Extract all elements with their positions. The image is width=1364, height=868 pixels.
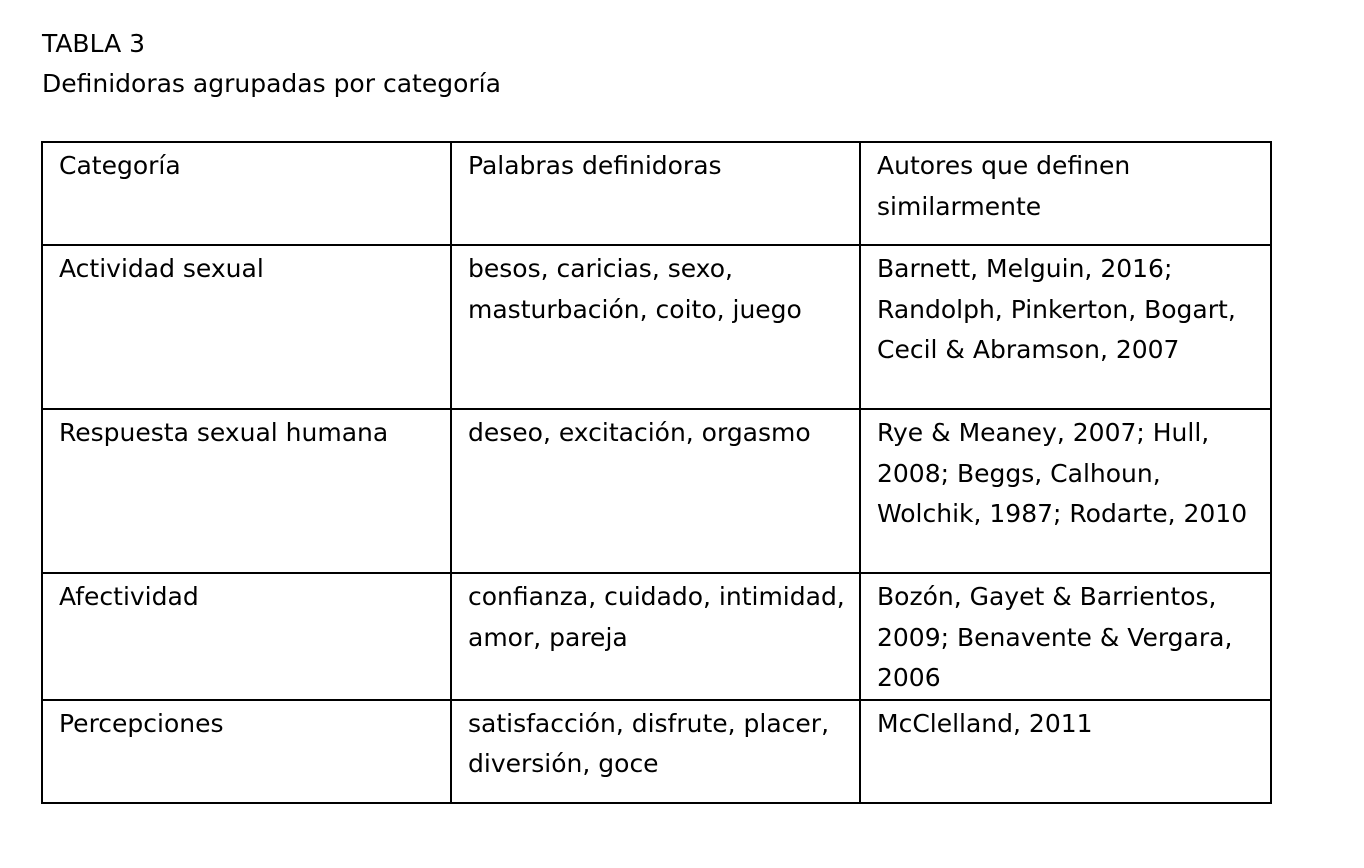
authors-cell: McClelland, 2011 xyxy=(860,700,1271,803)
authors-cell: Rye & Meaney, 2007; Hull, 2008; Beggs, Calhoun, Wolchik, 1987; Rodarte, 2010 xyxy=(860,409,1271,573)
words-cell: deseo, excitación, orgasmo xyxy=(451,409,860,573)
header-cell-words: Palabras definidoras xyxy=(451,142,860,245)
table-header-row xyxy=(42,142,1271,245)
definitions-table xyxy=(41,141,1272,804)
authors-cell: Barnett, Melguin, 2016; Randolph, Pinkerton, Bogart, Cecil & Abramson, 2007 xyxy=(860,245,1271,409)
category-cell: Respuesta sexual humana xyxy=(42,409,451,573)
table-row xyxy=(42,409,1271,573)
table-row xyxy=(42,245,1271,409)
table-subtitle: Definidoras agrupadas por categoría xyxy=(42,69,501,98)
words-cell: besos, caricias, sexo, masturbación, coito, juego xyxy=(451,245,860,409)
category-cell: Afectividad xyxy=(42,573,451,700)
header-cell-category: Categoría xyxy=(42,142,451,245)
table-row xyxy=(42,700,1271,803)
words-cell: satisfacción, disfrute, placer, diversión, goce xyxy=(451,700,860,803)
words-cell: confianza, cuidado, intimidad, amor, pareja xyxy=(451,573,860,700)
category-cell: Percepciones xyxy=(42,700,451,803)
table-title: TABLA 3 xyxy=(42,29,146,58)
table-caption xyxy=(42,24,501,104)
authors-cell: Bozón, Gayet & Barrientos, 2009; Benavente & Vergara, 2006 xyxy=(860,573,1271,700)
category-cell: Actividad sexual xyxy=(42,245,451,409)
header-cell-authors: Autores que definen similarmente xyxy=(860,142,1271,245)
table-row xyxy=(42,573,1271,700)
